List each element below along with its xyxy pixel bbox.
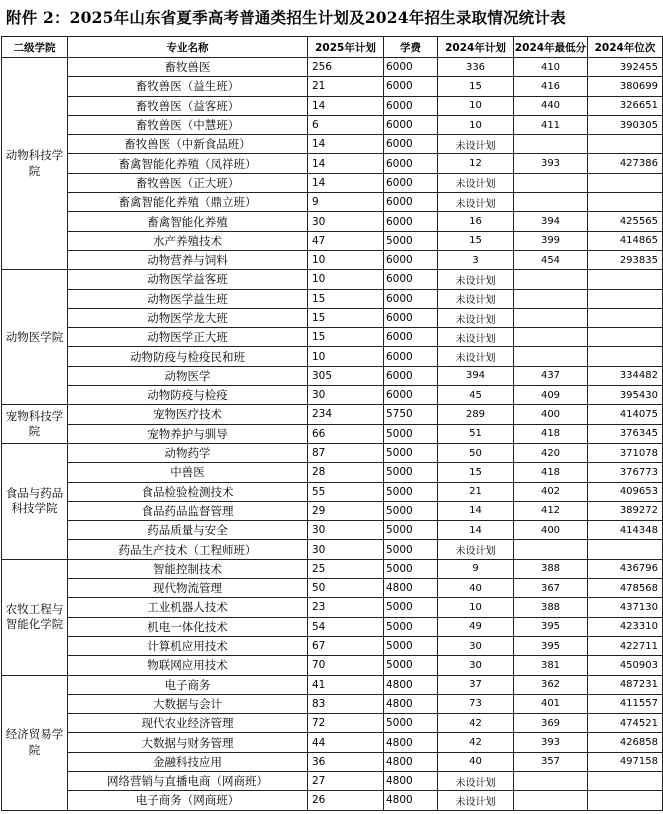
tuition: 6000	[384, 366, 438, 385]
plan-2025: 30	[308, 540, 384, 559]
min-score-2024	[514, 173, 588, 192]
college-name: 动物医学院	[2, 270, 68, 405]
min-score-2024: 418	[514, 463, 588, 482]
plan-2024: 51	[438, 424, 514, 443]
table-row	[2, 135, 663, 154]
header-college: 二级学院	[2, 37, 68, 58]
table-row	[2, 96, 663, 115]
min-score-2024: 454	[514, 250, 588, 269]
plan-2025: 54	[308, 617, 384, 636]
major-name: 物联网应用技术	[68, 656, 308, 675]
plan-2025: 25	[308, 559, 384, 578]
plan-2024: 289	[438, 405, 514, 424]
major-name: 水产养殖技术	[68, 231, 308, 250]
plan-2024: 未设计划	[438, 270, 514, 289]
table-row	[2, 347, 663, 366]
min-score-2024: 369	[514, 714, 588, 733]
plan-2025: 70	[308, 656, 384, 675]
major-name: 食品检验检测技术	[68, 482, 308, 501]
min-score-2024	[514, 347, 588, 366]
tuition: 6000	[384, 193, 438, 212]
major-name: 药品质量与安全	[68, 521, 308, 540]
tuition: 4800	[384, 694, 438, 713]
header-plan-2025: 2025年计划	[308, 37, 384, 58]
min-score-2024: 388	[514, 559, 588, 578]
plan-2024: 未设计划	[438, 540, 514, 559]
rank-2024: 411557	[588, 694, 663, 713]
rank-2024	[588, 328, 663, 347]
plan-2025: 10	[308, 347, 384, 366]
tuition: 4800	[384, 752, 438, 771]
major-name: 药品生产技术（工程师班）	[68, 540, 308, 559]
plan-2025: 15	[308, 289, 384, 308]
min-score-2024: 416	[514, 77, 588, 96]
min-score-2024: 393	[514, 154, 588, 173]
table-row	[2, 791, 663, 810]
major-name: 动物防疫与检疫民和班	[68, 347, 308, 366]
plan-2024: 15	[438, 231, 514, 250]
major-name: 动物医学正大班	[68, 328, 308, 347]
plan-2025: 21	[308, 77, 384, 96]
plan-2025: 9	[308, 193, 384, 212]
min-score-2024: 418	[514, 424, 588, 443]
major-name: 中兽医	[68, 463, 308, 482]
rank-2024	[588, 771, 663, 790]
major-name: 大数据与会计	[68, 694, 308, 713]
college-name: 食品与药品科技学院	[2, 443, 68, 559]
plan-2024: 未设计划	[438, 347, 514, 366]
table-row	[2, 231, 663, 250]
college-name: 农牧工程与智能化学院	[2, 559, 68, 675]
plan-2025: 36	[308, 752, 384, 771]
table-row	[2, 289, 663, 308]
min-score-2024: 402	[514, 482, 588, 501]
rank-2024: 497158	[588, 752, 663, 771]
page-title: 附件 2：2025年山东省夏季高考普通类招生计划及2024年招生录取情况统计表	[6, 8, 566, 27]
rank-2024: 436796	[588, 559, 663, 578]
plan-2025: 15	[308, 308, 384, 327]
major-name: 动物医学益客班	[68, 270, 308, 289]
plan-2024: 16	[438, 212, 514, 231]
min-score-2024	[514, 540, 588, 559]
tuition: 5000	[384, 463, 438, 482]
plan-2024: 40	[438, 752, 514, 771]
plan-2025: 6	[308, 115, 384, 134]
plan-2024: 10	[438, 96, 514, 115]
rank-2024: 395430	[588, 386, 663, 405]
plan-2025: 27	[308, 771, 384, 790]
tuition: 5750	[384, 405, 438, 424]
college-name: 宠物科技学院	[2, 405, 68, 444]
rank-2024: 414348	[588, 521, 663, 540]
tuition: 6000	[384, 250, 438, 269]
min-score-2024: 395	[514, 636, 588, 655]
table-row	[2, 598, 663, 617]
min-score-2024: 388	[514, 598, 588, 617]
rank-2024: 389272	[588, 501, 663, 520]
tuition: 5000	[384, 521, 438, 540]
tuition: 5000	[384, 482, 438, 501]
rank-2024: 293835	[588, 250, 663, 269]
rank-2024	[588, 173, 663, 192]
tuition: 5000	[384, 559, 438, 578]
plan-2025: 23	[308, 598, 384, 617]
major-name: 畜禽智能化养殖（鼎立班）	[68, 193, 308, 212]
plan-2024: 45	[438, 386, 514, 405]
rank-2024: 423310	[588, 617, 663, 636]
rank-2024: 427386	[588, 154, 663, 173]
rank-2024	[588, 135, 663, 154]
major-name: 畜牧兽医（益客班）	[68, 96, 308, 115]
major-name: 畜牧兽医（益生班）	[68, 77, 308, 96]
plan-2024: 12	[438, 154, 514, 173]
major-name: 动物医学龙大班	[68, 308, 308, 327]
min-score-2024: 411	[514, 115, 588, 134]
tuition: 4800	[384, 579, 438, 598]
plan-2024: 30	[438, 636, 514, 655]
major-name: 动物防疫与检疫	[68, 386, 308, 405]
plan-2025: 66	[308, 424, 384, 443]
table-row	[2, 714, 663, 733]
table-row	[2, 58, 663, 77]
min-score-2024: 400	[514, 521, 588, 540]
plan-2025: 14	[308, 135, 384, 154]
plan-2025: 55	[308, 482, 384, 501]
min-score-2024: 440	[514, 96, 588, 115]
major-name: 畜牧兽医	[68, 58, 308, 77]
plan-2025: 28	[308, 463, 384, 482]
min-score-2024	[514, 135, 588, 154]
plan-2024: 未设计划	[438, 791, 514, 810]
min-score-2024: 357	[514, 752, 588, 771]
plan-2025: 50	[308, 579, 384, 598]
plan-2024: 21	[438, 482, 514, 501]
plan-2024: 未设计划	[438, 173, 514, 192]
rank-2024: 326651	[588, 96, 663, 115]
header-rank-2024: 2024年位次	[588, 37, 663, 58]
tuition: 6000	[384, 154, 438, 173]
rank-2024	[588, 347, 663, 366]
min-score-2024	[514, 308, 588, 327]
table-row	[2, 212, 663, 231]
table-row	[2, 771, 663, 790]
major-name: 食品药品监督管理	[68, 501, 308, 520]
major-name: 电子商务（网商班）	[68, 791, 308, 810]
table-row	[2, 733, 663, 752]
table-row	[2, 559, 663, 578]
tuition: 5000	[384, 636, 438, 655]
rank-2024	[588, 308, 663, 327]
min-score-2024: 400	[514, 405, 588, 424]
plan-2024: 49	[438, 617, 514, 636]
plan-2025: 234	[308, 405, 384, 424]
rank-2024: 409653	[588, 482, 663, 501]
min-score-2024: 409	[514, 386, 588, 405]
table-row	[2, 328, 663, 347]
table-row	[2, 250, 663, 269]
table-row	[2, 386, 663, 405]
major-name: 大数据与财务管理	[68, 733, 308, 752]
plan-2025: 14	[308, 96, 384, 115]
min-score-2024	[514, 328, 588, 347]
plan-2024: 14	[438, 521, 514, 540]
major-name: 计算机应用技术	[68, 636, 308, 655]
tuition: 6000	[384, 115, 438, 134]
major-name: 智能控制技术	[68, 559, 308, 578]
table-row	[2, 656, 663, 675]
plan-2024: 394	[438, 366, 514, 385]
tuition: 6000	[384, 58, 438, 77]
min-score-2024	[514, 289, 588, 308]
tuition: 6000	[384, 96, 438, 115]
min-score-2024	[514, 771, 588, 790]
major-name: 电子商务	[68, 675, 308, 694]
min-score-2024: 395	[514, 617, 588, 636]
plan-2025: 41	[308, 675, 384, 694]
plan-2024: 未设计划	[438, 328, 514, 347]
tuition: 6000	[384, 308, 438, 327]
major-name: 现代物流管理	[68, 579, 308, 598]
tuition: 4800	[384, 771, 438, 790]
major-name: 宠物养护与驯导	[68, 424, 308, 443]
rank-2024: 474521	[588, 714, 663, 733]
tuition: 5000	[384, 714, 438, 733]
tuition: 5000	[384, 598, 438, 617]
major-name: 网络营销与直播电商（网商班）	[68, 771, 308, 790]
rank-2024: 414075	[588, 405, 663, 424]
table-row	[2, 308, 663, 327]
plan-2024: 14	[438, 501, 514, 520]
major-name: 畜牧兽医（正大班）	[68, 173, 308, 192]
plan-2025: 14	[308, 173, 384, 192]
min-score-2024: 367	[514, 579, 588, 598]
major-name: 畜禽智能化养殖	[68, 212, 308, 231]
plan-2025: 29	[308, 501, 384, 520]
plan-2024: 10	[438, 598, 514, 617]
major-name: 畜禽智能化养殖（凤祥班）	[68, 154, 308, 173]
table-row	[2, 443, 663, 462]
min-score-2024: 394	[514, 212, 588, 231]
plan-2024: 15	[438, 77, 514, 96]
plan-2025: 10	[308, 270, 384, 289]
tuition: 5000	[384, 617, 438, 636]
college-name: 动物科技学院	[2, 58, 68, 270]
plan-2025: 83	[308, 694, 384, 713]
min-score-2024: 393	[514, 733, 588, 752]
table-row	[2, 675, 663, 694]
tuition: 5000	[384, 231, 438, 250]
plan-2025: 47	[308, 231, 384, 250]
table-row	[2, 424, 663, 443]
table-row	[2, 482, 663, 501]
table-row	[2, 617, 663, 636]
rank-2024: 371078	[588, 443, 663, 462]
table-row	[2, 540, 663, 559]
plan-2025: 30	[308, 386, 384, 405]
major-name: 动物医学益生班	[68, 289, 308, 308]
tuition: 6000	[384, 135, 438, 154]
tuition: 6000	[384, 386, 438, 405]
plan-2024: 未设计划	[438, 135, 514, 154]
plan-2025: 87	[308, 443, 384, 462]
min-score-2024: 410	[514, 58, 588, 77]
min-score-2024	[514, 791, 588, 810]
plan-2024: 9	[438, 559, 514, 578]
plan-2025: 256	[308, 58, 384, 77]
plan-2025: 10	[308, 250, 384, 269]
tuition: 5000	[384, 656, 438, 675]
major-name: 动物营养与饲料	[68, 250, 308, 269]
plan-2024: 73	[438, 694, 514, 713]
rank-2024: 426858	[588, 733, 663, 752]
table-row	[2, 193, 663, 212]
table-row	[2, 521, 663, 540]
plan-2025: 15	[308, 328, 384, 347]
header-row	[2, 37, 663, 58]
tuition: 4800	[384, 791, 438, 810]
header-min-score-2024: 2024年最低分	[514, 37, 588, 58]
plan-2025: 30	[308, 212, 384, 231]
plan-2024: 37	[438, 675, 514, 694]
rank-2024: 478568	[588, 579, 663, 598]
rank-2024: 376345	[588, 424, 663, 443]
plan-2025: 72	[308, 714, 384, 733]
header-major: 专业名称	[68, 37, 308, 58]
plan-2024: 40	[438, 579, 514, 598]
major-name: 现代农业经济管理	[68, 714, 308, 733]
min-score-2024	[514, 193, 588, 212]
plan-2024: 42	[438, 714, 514, 733]
min-score-2024: 381	[514, 656, 588, 675]
rank-2024	[588, 540, 663, 559]
table-row	[2, 154, 663, 173]
plan-2024: 336	[438, 58, 514, 77]
table-row	[2, 463, 663, 482]
major-name: 畜牧兽医（中慧班）	[68, 115, 308, 134]
plan-2024: 50	[438, 443, 514, 462]
major-name: 机电一体化技术	[68, 617, 308, 636]
table-row	[2, 636, 663, 655]
min-score-2024	[514, 270, 588, 289]
table-row	[2, 115, 663, 134]
min-score-2024: 420	[514, 443, 588, 462]
tuition: 6000	[384, 77, 438, 96]
rank-2024	[588, 791, 663, 810]
rank-2024	[588, 193, 663, 212]
plan-2024: 42	[438, 733, 514, 752]
college-name: 经济贸易学院	[2, 675, 68, 810]
table-row	[2, 77, 663, 96]
plan-2024: 10	[438, 115, 514, 134]
rank-2024: 487231	[588, 675, 663, 694]
major-name: 金融科技应用	[68, 752, 308, 771]
header-plan-2024: 2024年计划	[438, 37, 514, 58]
rank-2024: 422711	[588, 636, 663, 655]
major-name: 畜牧兽医（中新食品班）	[68, 135, 308, 154]
plan-2024: 3	[438, 250, 514, 269]
tuition: 4800	[384, 733, 438, 752]
plan-2024: 15	[438, 463, 514, 482]
enrollment-table	[1, 36, 663, 811]
min-score-2024: 362	[514, 675, 588, 694]
rank-2024: 450903	[588, 656, 663, 675]
tuition: 6000	[384, 328, 438, 347]
plan-2025: 67	[308, 636, 384, 655]
rank-2024: 390305	[588, 115, 663, 134]
tuition: 6000	[384, 289, 438, 308]
major-name: 动物医学	[68, 366, 308, 385]
tuition: 4800	[384, 675, 438, 694]
plan-2025: 305	[308, 366, 384, 385]
plan-2025: 14	[308, 154, 384, 173]
plan-2024: 未设计划	[438, 289, 514, 308]
major-name: 宠物医疗技术	[68, 405, 308, 424]
tuition: 6000	[384, 347, 438, 366]
min-score-2024: 401	[514, 694, 588, 713]
min-score-2024: 399	[514, 231, 588, 250]
tuition: 5000	[384, 424, 438, 443]
rank-2024: 425565	[588, 212, 663, 231]
table-row	[2, 173, 663, 192]
min-score-2024: 437	[514, 366, 588, 385]
rank-2024: 380699	[588, 77, 663, 96]
plan-2024: 30	[438, 656, 514, 675]
tuition: 6000	[384, 212, 438, 231]
table-row	[2, 366, 663, 385]
plan-2025: 26	[308, 791, 384, 810]
table-row	[2, 501, 663, 520]
major-name: 工业机器人技术	[68, 598, 308, 617]
plan-2025: 30	[308, 521, 384, 540]
table-row	[2, 405, 663, 424]
rank-2024: 334482	[588, 366, 663, 385]
tuition: 5000	[384, 540, 438, 559]
tuition: 5000	[384, 443, 438, 462]
table-row	[2, 694, 663, 713]
plan-2025: 44	[308, 733, 384, 752]
header-tuition: 学费	[384, 37, 438, 58]
rank-2024: 414865	[588, 231, 663, 250]
tuition: 5000	[384, 501, 438, 520]
table-row	[2, 270, 663, 289]
table-row	[2, 752, 663, 771]
rank-2024	[588, 289, 663, 308]
rank-2024: 392455	[588, 58, 663, 77]
tuition: 6000	[384, 173, 438, 192]
rank-2024: 437130	[588, 598, 663, 617]
rank-2024: 376773	[588, 463, 663, 482]
rank-2024	[588, 270, 663, 289]
plan-2024: 未设计划	[438, 771, 514, 790]
plan-2024: 未设计划	[438, 193, 514, 212]
plan-2024: 未设计划	[438, 308, 514, 327]
min-score-2024: 412	[514, 501, 588, 520]
tuition: 6000	[384, 270, 438, 289]
major-name: 动物药学	[68, 443, 308, 462]
table-row	[2, 579, 663, 598]
